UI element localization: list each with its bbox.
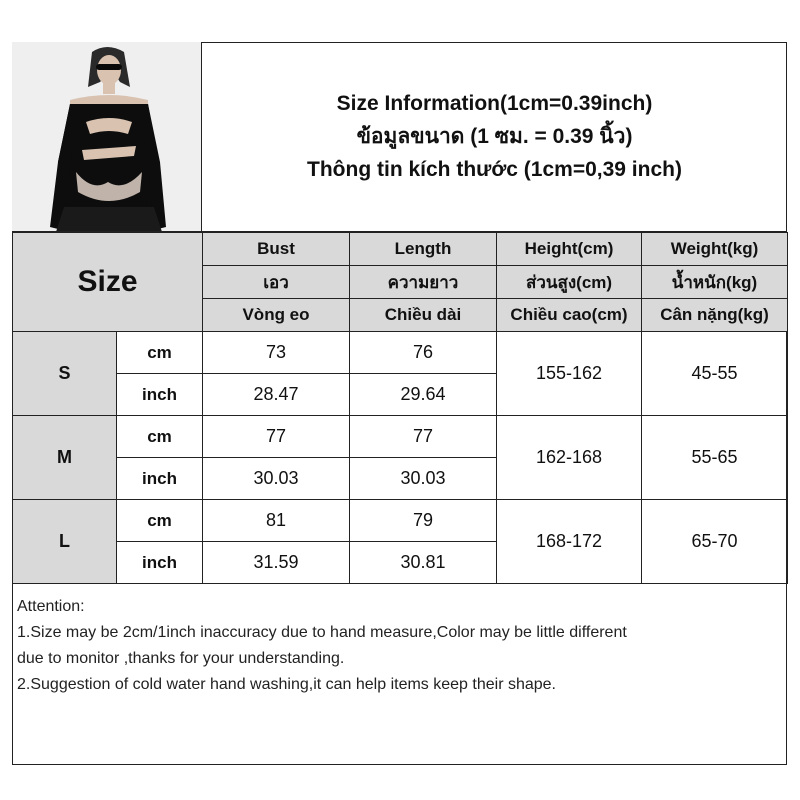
column-header-weight-thai: น้ำหนัก(kg) (642, 266, 788, 299)
size-information-header (202, 42, 787, 232)
unit-inch: inch (117, 458, 203, 500)
size-label-m: M (13, 416, 117, 500)
bust-cm-value: 73 (203, 332, 350, 374)
attention-note-2: 2.Suggestion of cold water hand washing,it can help items keep their shape. (17, 676, 556, 693)
column-header-weight: Weight(kg) (642, 233, 788, 266)
table-row (13, 332, 788, 374)
column-header-height: Height(cm) (497, 233, 642, 266)
attention-notes (12, 590, 787, 702)
column-header-height-vietnamese: Chiều cao(cm) (497, 299, 642, 332)
attention-note-1-continued: due to monitor ,thanks for your understanding. (17, 650, 345, 667)
length-cm-value: 76 (350, 332, 497, 374)
unit-cm: cm (117, 500, 203, 542)
unit-inch: inch (117, 374, 203, 416)
length-inch-value: 30.03 (350, 458, 497, 500)
column-header-bust: Bust (203, 233, 350, 266)
bust-inch-value: 28.47 (203, 374, 350, 416)
weight-value: 55-65 (642, 416, 788, 500)
length-cm-value: 79 (350, 500, 497, 542)
bust-cm-value: 77 (203, 416, 350, 458)
column-header-height-thai: ส่วนสูง(cm) (497, 266, 642, 299)
weight-value: 45-55 (642, 332, 788, 416)
height-value: 162-168 (497, 416, 642, 500)
size-table (12, 232, 788, 584)
column-header-length-thai: ความยาว (350, 266, 497, 299)
length-inch-value: 30.81 (350, 542, 497, 584)
product-photo (12, 42, 202, 232)
size-label-s: S (13, 332, 117, 416)
bust-inch-value: 30.03 (203, 458, 350, 500)
column-header-length: Length (350, 233, 497, 266)
height-value: 168-172 (497, 500, 642, 584)
column-header-weight-vietnamese: Cân nặng(kg) (642, 299, 788, 332)
unit-cm: cm (117, 332, 203, 374)
bust-inch-value: 31.59 (203, 542, 350, 584)
column-header-bust-vietnamese: Vòng eo (203, 299, 350, 332)
length-inch-value: 29.64 (350, 374, 497, 416)
bust-cm-value: 81 (203, 500, 350, 542)
height-value: 155-162 (497, 332, 642, 416)
length-cm-value: 77 (350, 416, 497, 458)
table-row (13, 500, 788, 542)
header-title-english: Size Information(1cm=0.39inch) (336, 92, 653, 115)
model-photo-illustration (12, 42, 202, 232)
size-column-title: Size (13, 233, 203, 332)
attention-note-1: 1.Size may be 2cm/1inch inaccuracy due to hand measure,Color may be little different (17, 624, 627, 641)
header-title-thai: ข้อมูลขนาด (1 ซม. = 0.39 นิ้ว) (356, 125, 633, 148)
column-header-length-vietnamese: Chiều dài (350, 299, 497, 332)
column-header-bust-thai: เอว (203, 266, 350, 299)
weight-value: 65-70 (642, 500, 788, 584)
table-header-row (13, 233, 788, 266)
table-row (13, 416, 788, 458)
size-label-l: L (13, 500, 117, 584)
header-title-vietnamese: Thông tin kích thước (1cm=0,39 inch) (307, 158, 682, 181)
unit-cm: cm (117, 416, 203, 458)
unit-inch: inch (117, 542, 203, 584)
attention-title: Attention: (17, 598, 85, 615)
